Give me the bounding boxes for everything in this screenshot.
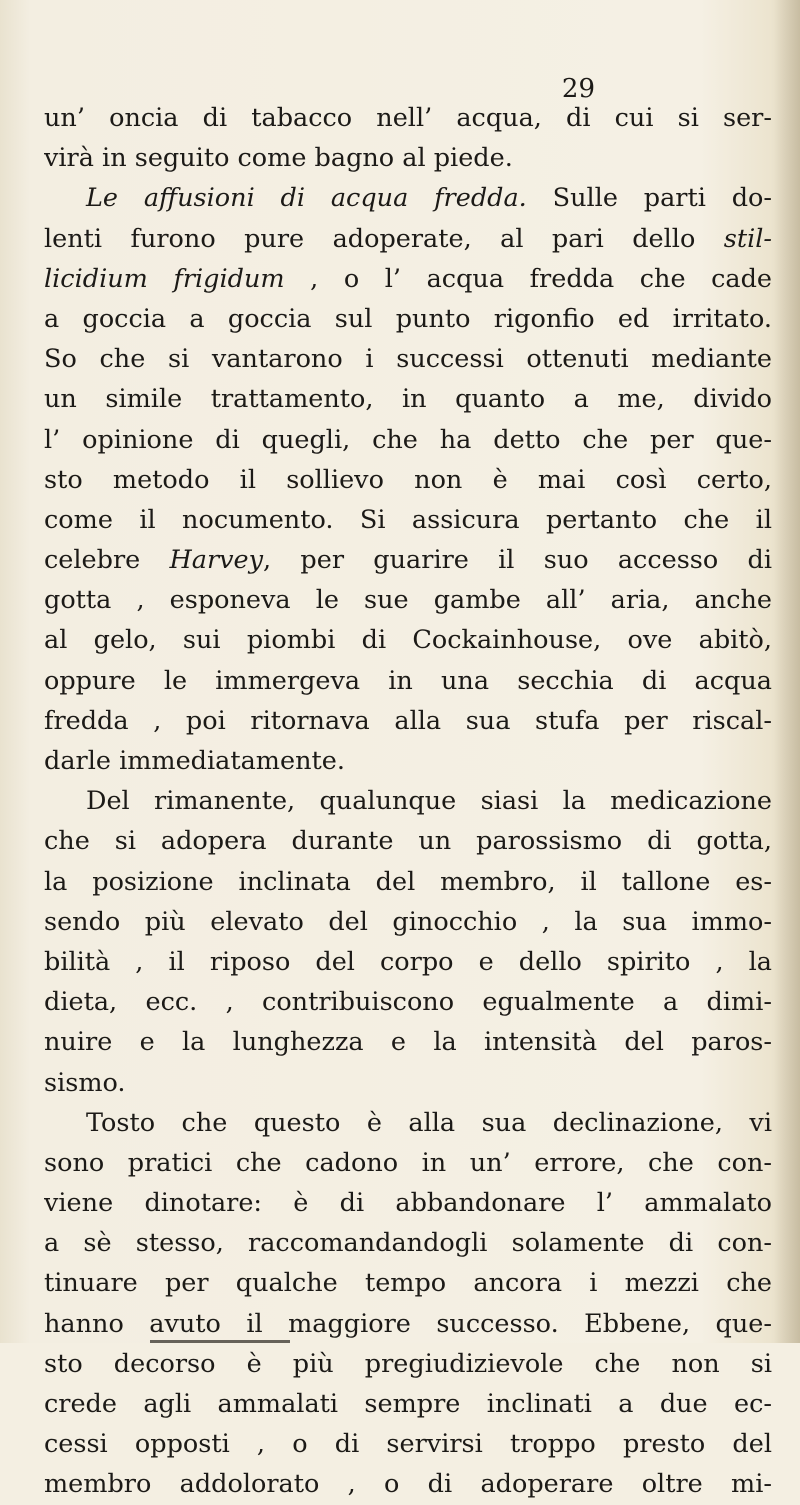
text-line: virà in seguito come bagno al piede.	[44, 143, 513, 174]
text-line: nuire e la lunghezza e la intensità del paros-	[44, 1027, 772, 1058]
text-line: la posizione inclinata del membro, il tallone es-	[44, 866, 772, 897]
text-line: So che si vantarono i successi ottenuti mediante	[44, 344, 772, 375]
text-line: membro addolorato , o di adoperare oltre mi-	[44, 1469, 772, 1500]
text-line: dieta, ecc. , contribuiscono egualmente a dimi-	[44, 987, 772, 1018]
text-line: bilità , il riposo del corpo e dello spirito , la	[44, 946, 772, 977]
text-line: hanno avuto il maggiore successo. Ebbene, que-	[44, 1308, 772, 1339]
text-line: che si adopera durante un parossismo di gotta,	[44, 826, 772, 857]
text-line: l’ opinione di quegli, che ha detto che per que-	[44, 424, 772, 455]
text-line: sto metodo il sollievo non è mai così certo,	[44, 464, 772, 495]
text-line: licidium frigidum , o l’ acqua fredda che cade	[44, 263, 772, 294]
text-line: cessi opposti , o di servirsi troppo presto del	[44, 1429, 772, 1460]
page-number: 29	[561, 74, 595, 104]
text-line: darle immediatamente.	[44, 746, 345, 776]
body-text	[44, 98, 772, 1505]
text-line: un’ oncia di tabacco nell’ acqua, di cui si ser-	[44, 103, 772, 133]
text-line: oppure le immergeva in una secchia di acqua	[44, 665, 772, 696]
text-line: crede agli ammalati sempre inclinati a due ec-	[44, 1389, 772, 1419]
text-line: sono pratici che cadono in un’ errore, che con-	[44, 1147, 772, 1178]
text-line: Tosto che questo è alla sua declinazione, vi	[86, 1107, 772, 1138]
page-edge-shadow	[774, 0, 800, 1343]
text-line: lenti furono pure adoperate, al pari dello stil-	[44, 223, 772, 254]
text-line: Le affusioni di acqua fredda. Sulle parti do-	[86, 183, 772, 214]
text-line: sendo più elevato del ginocchio , la sua immo-	[44, 906, 772, 937]
text-line: come il nocumento. Si assicura pertanto che il	[44, 504, 772, 535]
text-line: sto decorso è più pregiudizievole che non si	[44, 1348, 772, 1379]
text-line: a sè stesso, raccomandandogli solamente di con-	[44, 1228, 772, 1259]
text-line: tinuare per qualche tempo ancora i mezzi che	[44, 1268, 772, 1299]
text-line: sismo.	[44, 1067, 126, 1098]
text-line: un simile trattamento, in quanto a me, divido	[44, 384, 772, 415]
text-line: Del rimanente, qualunque siasi la medicazione	[86, 786, 772, 817]
text-line: viene dinotare: è di abbandonare l’ ammalato	[44, 1188, 772, 1219]
text-line: celebre Harvey, per guarire il suo accesso di	[44, 545, 772, 576]
text-line: a goccia a goccia sul punto rigonfio ed irritato.	[44, 303, 772, 334]
text-line: gotta , esponeva le sue gambe all’ aria, anche	[44, 585, 772, 616]
text-line: al gelo, sui piombi di Cockainhouse, ove abitò,	[44, 625, 772, 656]
text-line: fredda , poi ritornava alla sua stufa per riscal-	[44, 705, 772, 736]
